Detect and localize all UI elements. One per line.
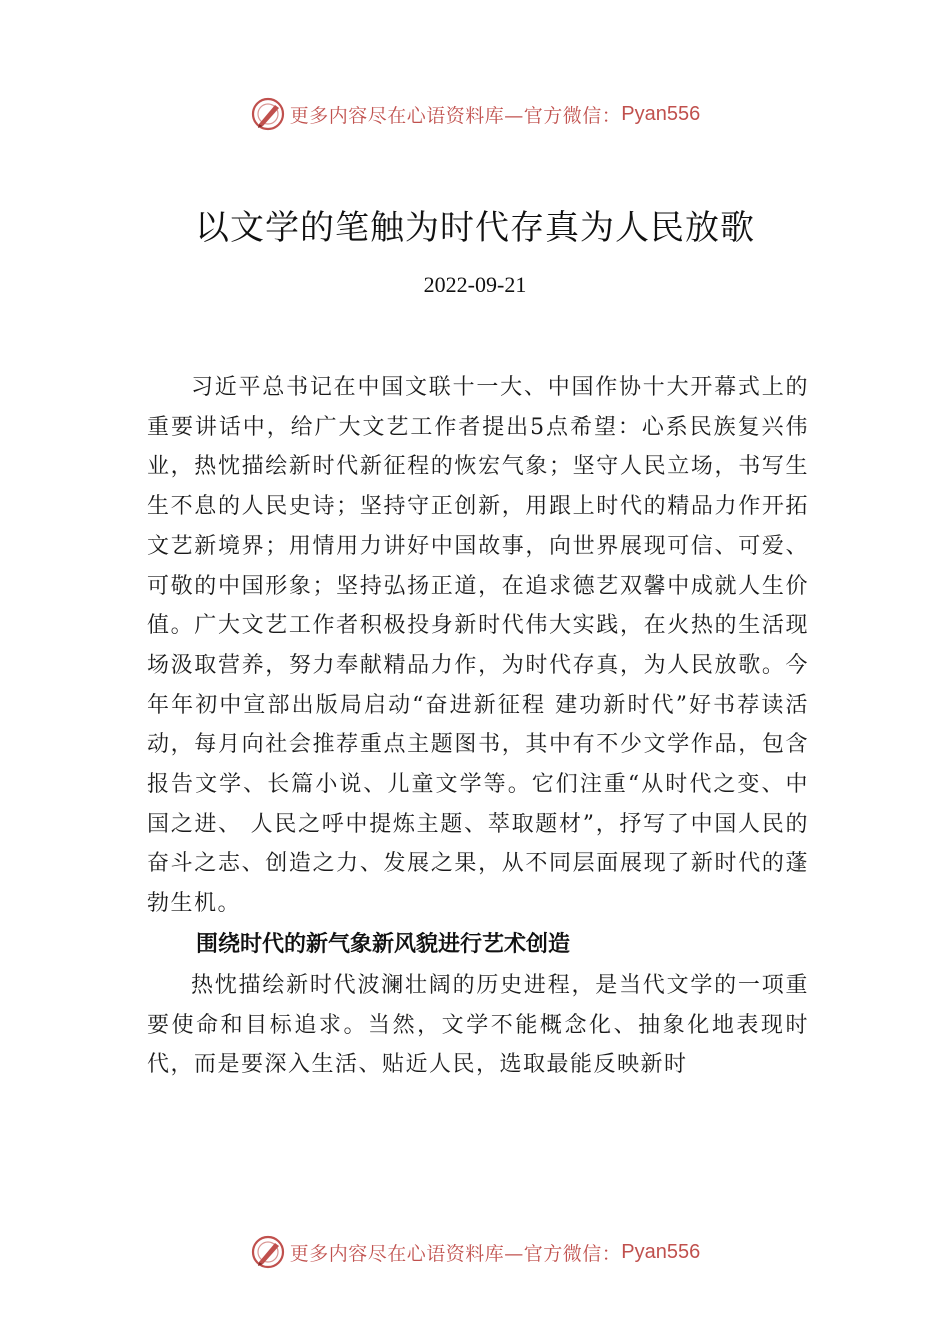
wechat-account: Pyan556: [621, 102, 701, 125]
banner-text: 更多内容尽在心语资料库—官方微信：: [289, 104, 622, 127]
wechat-account: Pyan556: [621, 1240, 701, 1263]
pen-logo-icon: [250, 96, 286, 132]
banner-text: 更多内容尽在心语资料库—官方微信：: [289, 1242, 622, 1265]
pen-logo-icon: [250, 1234, 286, 1270]
paragraph-2: 热忱描绘新时代波澜壮阔的历史进程，是当代文学的一项重要使命和目标追求。当然，文学不能概念化、抽象化地表现时代，而是要深入生活、贴近人民，选取最能反映新时: [147, 973, 809, 1078]
paragraph-1: 习近平总书记在中国文联十一大、中国作协十大开幕式上的重要讲话中，给广大文艺工作者提出5点希望：心系民族复兴伟业，热忱描绘新时代新征程的恢宏气象；坚守人民立场，书写生生不息的人民史诗；坚持守正创新，用跟上时代的精品力作开拓文艺新境界；用情用力讲好中国故事，向世界展现可信、可爱、可敬的中国形象；坚持弘扬正道，在追求德艺双馨中成就人生价值。广大文艺工作者积极投身新时代伟大实践，在火热的生活现场汲取营养，努力奉献精品力作，为时代存真，为人民放歌。今年年初中宣部出版局启动“奋进新征程 建功新时代”好书荐读活动，每月向社会推荐重点主题图书，其中有不少文学作品，包含报告文学、长篇小说、儿童文学等。它们注重“从时代之变、中国之进、 人民之呼中提炼主题、萃取题材”，抒写了中国人民的奋斗之志、创造之力、发展之果，从不同层面展现了新时代的蓬勃生机。: [147, 375, 809, 917]
section-heading: 围绕时代的新气象新风貌进行艺术创造: [196, 932, 571, 957]
header-banner: [0, 94, 950, 134]
footer-banner: [0, 1232, 950, 1272]
publish-date: 2022-09-21: [423, 272, 527, 297]
page-title: 以文学的笔触为时代存真为人民放歌: [195, 208, 755, 248]
